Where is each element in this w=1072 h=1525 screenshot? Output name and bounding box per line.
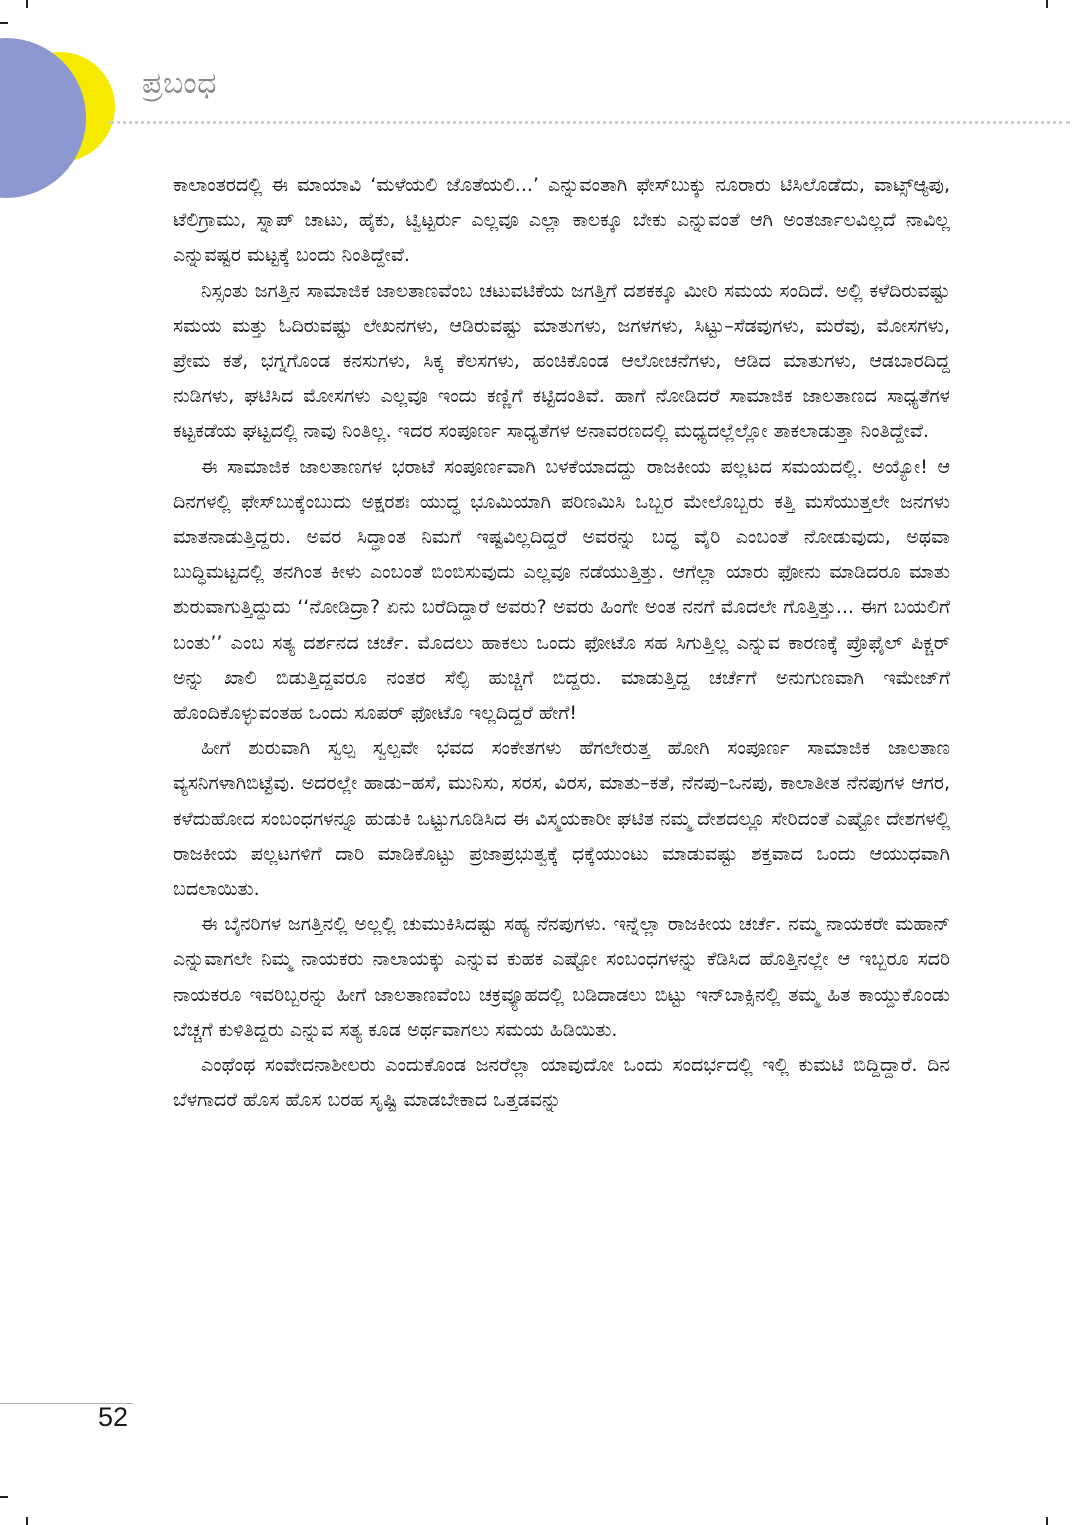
decorative-circles <box>0 0 140 240</box>
header-dotted-rule <box>110 121 1070 124</box>
crop-mark-top-right <box>1046 0 1048 8</box>
paragraph: ಹೀಗೆ ಶುರುವಾಗಿ ಸ್ವಲ್ಪ ಸ್ವಲ್ಪವೇ ಭವದ ಸಂಕೇತಗಳು ಹೆಗಲೇರುತ್ತ ಹೋಗಿ ಸಂಪೂರ್ಣ ಸಾಮಾಜಿಕ ಜಾಲತಾಣ ವ್ಯಸನಿಗಳಾಗಿಬಿಟ್ಟೆವು. ಅದರಲ್ಲೇ ಹಾಡು–ಹಸೆ, ಮುನಿಸು, ಸರಸ, ವಿರಸ, ಮಾತು–ಕತೆ, ನೆನಪು–ಒನಪು, ಕಾಲಾತೀತ ನೆನಪುಗಳ ಆಗರ, ಕಳೆದುಹೋದ ಸಂಬಂಧಗಳನ್ನೂ ಹುಡುಕಿ ಒಟ್ಟುಗೂಡಿಸಿದ ಈ ವಿಸ್ಮಯಕಾರೀ ಘಟಿತ ನಮ್ಮ ದೇಶದಲ್ಲೂ ಸೇರಿದಂತೆ ಎಷ್ಟೋ ದೇಶಗಳಲ್ಲಿ ರಾಜಕೀಯ ಪಲ್ಲಟಗಳಿಗೆ ದಾರಿ ಮಾಡಿಕೊಟ್ಟು ಪ್ರಜಾಪ್ರಭುತ್ವಕ್ಕೆ ಧಕ್ಕೆಯುಂಟು ಮಾಡುವಷ್ಟು ಶಕ್ತವಾದ ಒಂದು ಆಯುಧವಾಗಿ ಬದಲಾಯಿತು. <box>173 737 950 901</box>
crop-mark-bottom-right <box>1046 1517 1048 1525</box>
crop-mark-bottom-left <box>26 1517 28 1525</box>
page-number: 52 <box>98 1402 129 1432</box>
paragraph: ಈ ಬೈನರಿಗಳ ಜಗತ್ತಿನಲ್ಲಿ ಅಲ್ಲಲ್ಲಿ ಚುಮುಕಿಸಿದಷ್ಟು ಸಹ್ಯ ನೆನಪುಗಳು. ಇನ್ನೆಲ್ಲಾ ರಾಜಕೀಯ ಚರ್ಚೆ. ನಮ್ಮ ನಾಯಕರೇ ಮಹಾನ್ ಎನ್ನುವಾಗಲೇ ನಿಮ್ಮ ನಾಯಕರು ನಾಲಾಯಕ್ಕು ಎನ್ನುವ ಕುಹಕ ಎಷ್ಟೋ ಸಂಬಂಧಗಳನ್ನು ಕೆಡಿಸಿದ ಹೊತ್ತಿನಲ್ಲೇ ಆ ಇಬ್ಬರೂ ಸದರಿ ನಾಯಕರೂ ಇವರಿಬ್ಬರನ್ನು ಹೀಗೆ ಜಾಲತಾಣವೆಂಬ ಚಕ್ರವ್ಯೂಹದಲ್ಲಿ ಬಡಿದಾಡಲು ಬಿಟ್ಟು ಇನ್‌ಬಾಕ್ಸಿನಲ್ಲಿ ತಮ್ಮ ಹಿತ ಕಾಯ್ದುಕೊಂಡು ಬೆಚ್ಚಗೆ ಕುಳಿತಿದ್ದರು ಎನ್ನುವ ಸತ್ಯ ಕೂಡ ಅರ್ಥವಾಗಲು ಸಮಯ ಹಿಡಿಯಿತು. <box>173 913 950 1041</box>
paragraph: ಕಾಲಾಂತರದಲ್ಲಿ ಈ ಮಾಯಾವಿ ‘ಮಳೆಯಲಿ ಜೊತೆಯಲಿ...’ ಎನ್ನುವಂತಾಗಿ ಫೇಸ್‌ಬುಕ್ಕು ನೂರಾರು ಟಿಸಿಲೊಡೆದು, ವಾಟ್ಸ್‌ಆ್ಯಪು, ಟೆಲಿಗ್ರಾಮು, ಸ್ನಾಪ್ ಚಾಟು, ಹೈಕು, ಟ್ವಿಟ್ಟರ್ರು ಎಲ್ಲವೂ ಎಲ್ಲಾ ಕಾಲಕ್ಕೂ ಬೇಕು ಎನ್ನುವಂತೆ ಆಗಿ ಅಂತರ್ಜಾಲವಿಲ್ಲದೆ ನಾವಿಲ್ಲ ಎನ್ನುವಷ್ಟರ ಮಟ್ಟಕ್ಕೆ ಬಂದು ನಿಂತಿದ್ದೇವೆ. <box>173 174 950 267</box>
paragraph: ನಿಸ್ಸಂತು ಜಗತ್ತಿನ ಸಾಮಾಜಿಕ ಜಾಲತಾಣವೆಂಬ ಚಟುವಟಿಕೆಯ ಜಗತ್ತಿಗೆ ದಶಕಕ್ಕೂ ಮೀರಿ ಸಮಯ ಸಂದಿದೆ. ಅಲ್ಲಿ ಕಳೆದಿರುವಷ್ಟು ಸಮಯ ಮತ್ತು ಓದಿರುವಷ್ಟು ಲೇಖನಗಳು, ಆಡಿರುವಷ್ಟು ಮಾತುಗಳು, ಜಗಳಗಳು, ಸಿಟ್ಟು–ಸೆಡವುಗಳು, ಮರೆವು, ಮೋಸಗಳು, ಪ್ರೇಮ ಕತೆ, ಭಗ್ನಗೊಂಡ ಕನಸುಗಳು, ಸಿಕ್ಕ ಕೆಲಸಗಳು, ಹಂಚಿಕೊಂಡ ಆಲೋಚನೆಗಳು, ಆಡಿದ ಮಾತುಗಳು, ಆಡಬಾರದಿದ್ದ ನುಡಿಗಳು, ಘಟಿಸಿದ ಮೋಸಗಳು ಎಲ್ಲವೂ ಇಂದು ಕಣ್ಣಿಗೆ ಕಟ್ಟಿದಂತಿವೆ. ಹಾಗೆ ನೋಡಿದರೆ ಸಾಮಾಜಿಕ ಜಾಲತಾಣದ ಸಾಧ್ಯತೆಗಳ ಕಟ್ಟಕಡೆಯ ಘಟ್ಟದಲ್ಲಿ ನಾವು ನಿಂತಿಲ್ಲ. ಇದರ ಸಂಪೂರ್ಣ ಸಾಧ್ಯತೆಗಳ ಅನಾವರಣದಲ್ಲಿ ಮಧ್ಯದಲ್ಲೆಲ್ಲೋ ತಾಕಲಾಡುತ್ತಾ ನಿಂತಿದ್ದೇವೆ. <box>173 279 950 443</box>
paragraph: ಈ ಸಾಮಾಜಿಕ ಜಾಲತಾಣಗಳ ಭರಾಟೆ ಸಂಪೂರ್ಣವಾಗಿ ಬಳಕೆಯಾದದ್ದು ರಾಜಕೀಯ ಪಲ್ಲಟದ ಸಮಯದಲ್ಲಿ. ಅಯ್ಯೋ! ಆ ದಿನಗಳಲ್ಲಿ ಫೇಸ್‌ಬುಕ್ಕೆಂಬುದು ಅಕ್ಷರಶಃ ಯುದ್ಧ ಭೂಮಿಯಾಗಿ ಪರಿಣಮಿಸಿ ಒಬ್ಬರ ಮೇಲೊಬ್ಬರು ಕತ್ತಿ ಮಸೆಯುತ್ತಲೇ ಜನಗಳು ಮಾತನಾಡುತ್ತಿದ್ದರು. ಅವರ ಸಿದ್ಧಾಂತ ನಿಮಗೆ ಇಷ್ಟವಿಲ್ಲದಿದ್ದರೆ ಅವರನ್ನು ಬದ್ಧ ವೈರಿ ಎಂಬಂತೆ ನೋಡುವುದು, ಅಥವಾ ಬುದ್ಧಿಮಟ್ಟದಲ್ಲಿ ತನಗಿಂತ ಕೀಳು ಎಂಬಂತೆ ಬಿಂಬಿಸುವುದು ಎಲ್ಲವೂ ನಡೆಯುತ್ತಿತ್ತು. ಆಗೆಲ್ಲಾ ಯಾರು ಫೋನು ಮಾಡಿದರೂ ಮಾತು ಶುರುವಾಗುತ್ತಿದ್ದುದು ‘‘ನೋಡಿದ್ರಾ? ಏನು ಬರೆದಿದ್ದಾರೆ ಅವರು? ಅವರು ಹಿಂಗೇ ಅಂತ ನನಗೆ ಮೊದಲೇ ಗೊತ್ತಿತ್ತು... ಈಗ ಬಯಲಿಗೆ ಬಂತು’’ ಎಂಬ ಸತ್ಯ ದರ್ಶನದ ಚರ್ಚೆ. ಮೊದಲು ಹಾಕಲು ಒಂದು ಫೋಟೊ ಸಹ ಸಿಗುತ್ತಿಲ್ಲ ಎನ್ನುವ ಕಾರಣಕ್ಕೆ ಪ್ರೊಫೈಲ್ ಪಿಕ್ಚರ್ ಅನ್ನು ಖಾಲಿ ಬಿಡುತ್ತಿದ್ದವರೂ ನಂತರ ಸೆಲ್ಫಿ ಹುಚ್ಚಿಗೆ ಬಿದ್ದರು. ಮಾಡುತ್ತಿದ್ದ ಚರ್ಚೆಗೆ ಅನುಗುಣವಾಗಿ ಇಮೇಜ್‌ಗೆ ಹೊಂದಿಕೊಳ್ಳುವಂತಹ ಒಂದು ಸೂಪರ್ ಫೋಟೊ ಇಲ್ಲದಿದ್ದರೆ ಹೇಗೆ! <box>173 455 950 725</box>
section-title: ಪ್ರಬಂಧ <box>142 66 218 101</box>
article-body <box>173 168 950 1118</box>
crop-mark-bottom-left-side <box>0 1496 8 1498</box>
paragraph: ಎಂಥೆಂಥ ಸಂವೇದನಾಶೀಲರು ಎಂದುಕೊಂಡ ಜನರೆಲ್ಲಾ ಯಾವುದೋ ಒಂದು ಸಂದರ್ಭದಲ್ಲಿ ಇಲ್ಲಿ ಕುಮಟಿ ಬಿದ್ದಿದ್ದಾರೆ. ದಿನ ಬೆಳಗಾದರೆ ಹೊಸ ಹೊಸ ಬರಹ ಸೃಷ್ಟಿ ಮಾಡಬೇಕಾದ ಒತ್ತಡವನ್ನು <box>173 1054 951 1112</box>
